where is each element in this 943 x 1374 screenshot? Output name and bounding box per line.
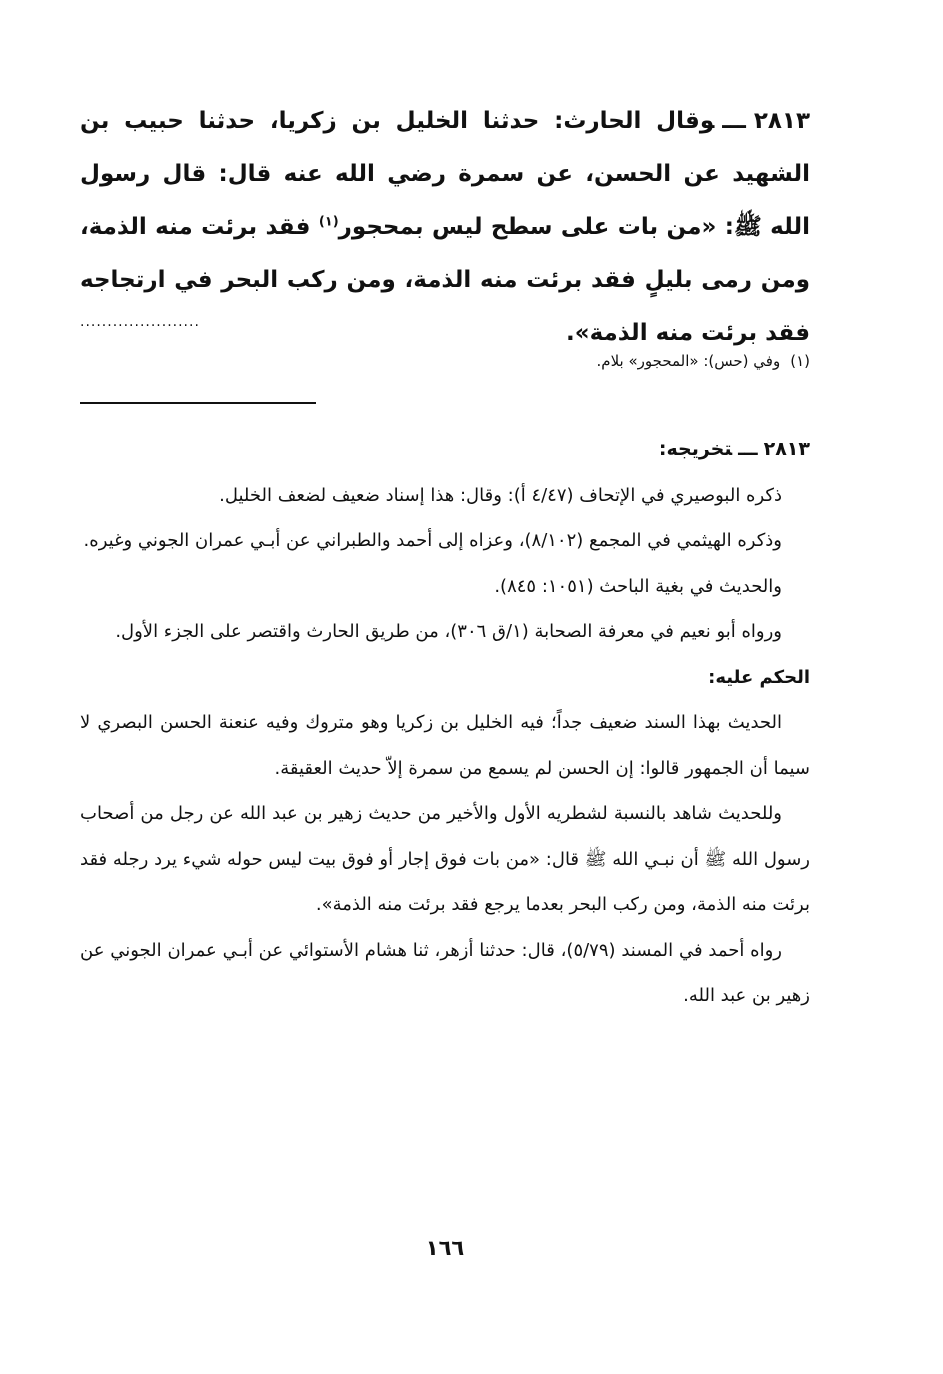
footnote (597, 349, 810, 373)
takhrij-paragraph: والحديث في بغية الباحث (١٠٥١: ٨٤٥). (494, 575, 782, 597)
footnote-number: (١) (790, 352, 810, 370)
takhrij-paragraph: وذكره الهيثمي في المجمع (٨/١٠٢)، وعزاه إلى أحمد والطبراني عن أبـي عمران الجوني وغيره. (83, 530, 782, 551)
section-divider (80, 402, 316, 404)
hukm-paragraph: الحديث بهذا السند ضعيف جداً؛ فيه الخليل بن زكريا وهو متروك وفيه عنعنة الحسن البصري لا سيما أن الجمهور قالوا: إن الحسن لم يسمع من سمرة إلاّ حديث العقيقة. (80, 712, 810, 779)
hukm-paragraph: رواه أحمد في المسند (٥/٧٩)، قال: حدثنا أزهر، ثنا هشام الأستوائي عن أبـي عمران الجوني عن زهير بن عبد الله. (80, 939, 810, 1006)
takhrij-heading (80, 427, 810, 473)
page-number: ١٦٦ (425, 1236, 465, 1260)
footnote-reference: (١) (318, 214, 339, 230)
takhrij-heading-dash: ـــ (738, 438, 758, 460)
takhrij-heading-number: ٢٨١٣ (763, 438, 810, 460)
footnote-separator: ...................... (80, 314, 200, 330)
commentary (80, 427, 810, 1019)
takhrij-heading-word: تخريجه: (658, 438, 733, 460)
page (80, 0, 810, 1374)
footnote-text: وفي (حس): «المحجور» بلام. (596, 352, 781, 370)
takhrij-paragraph: ورواه أبو نعيم في معرفة الصحابة (١/ق ٣٠٦)، من طريق الحارث واقتصر على الجزء الأول. (115, 621, 782, 642)
hadith-number: ٢٨١٣ (753, 108, 810, 134)
hukm-paragraph: وللحديث شاهد بالنسبة لشطريه الأول والأخير من حديث زهير بن عبد الله عن رجل من أصحاب رسول الله ﷺ أن نبـي الله ﷺ قال: «من بات فوق إجار أو فوق بيت ليس حوله شيء يرد رجله فقد برئت منه الذمة، ومن ركب البحر بعدما يرجع فقد برئت منه الذمة». (80, 803, 810, 915)
takhrij-paragraph: ذكره البوصيري في الإتحاف (٤/٤٧ أ): وقال: هذا إسناد ضعيف لضعف الخليل. (219, 484, 782, 506)
hadith-text-part-2: فقد برئت منه الذمة، ومن رمى بليلٍ فقد برئت منه الذمة، ومن ركب البحر في ارتجاجه فقد برئت منه الذمة». (80, 214, 810, 346)
hukm-heading: الحكم عليه: (708, 666, 810, 688)
hadith-dash: ـــ (722, 108, 746, 134)
hadith-text-part-1: وقال الحارث: حدثنا الخليل بن زكريا، حدثنا حبيب بن الشهيد عن الحسن، عن سمرة رضي الله عنه قال: قال رسول الله ﷺ: «من بات على سطح ليس بمحجور (80, 108, 811, 240)
